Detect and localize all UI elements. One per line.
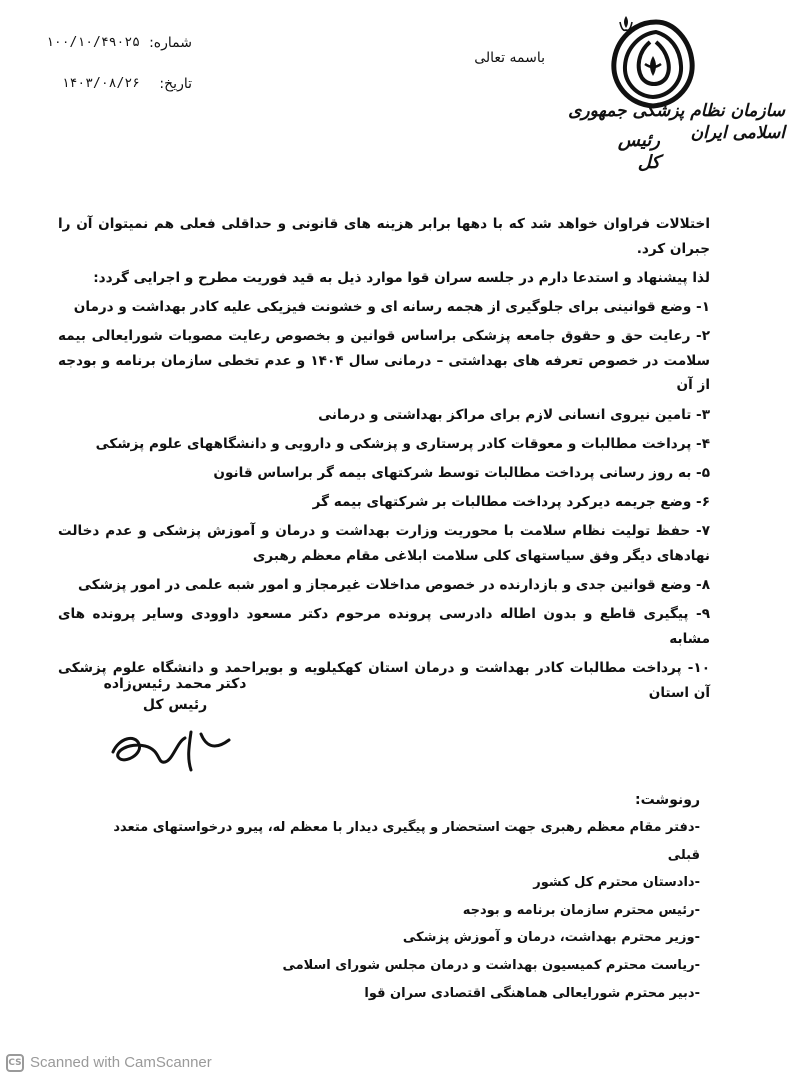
list-item: ۹- پیگیری قاطع و بدون اطاله دادرسی پرونده مرحوم دکتر مسعود داوودی وسایر پرونده های مشابه <box>58 606 710 647</box>
list-item: ۳- تامین نیروی انسانی لازم برای مراکز بهداشتی و درمانی <box>318 406 710 423</box>
list-item: ۵- به روز رسانی پرداخت مطالبات توسط شرکتهای بیمه گر براساس قانون <box>213 464 710 481</box>
letter-body <box>58 212 710 710</box>
cc-item: -دادستان محترم کل کشور <box>533 875 700 891</box>
signer-name: دکتر محمد رئیس‌زاده <box>103 676 247 692</box>
cc-item: -وزیر محترم بهداشت، درمان و آموزش پزشکی <box>402 930 700 946</box>
list-item: ۲- رعایت حق و حقوق جامعه پزشکی براساس قوانین و بخصوص رعایت مصوبات شورایعالی بیمه سلامت در خصوص تعرفه های بهداشتی – درمانی سال ۱۴۰۴ و عدم تخطی سازمان برنامه و بودجه از آن <box>58 328 710 394</box>
list-item: ۸- وضع قوانین جدی و بازدارنده در خصوص مداخلات غیرمجاز و امور شبه علمی در امور پزشکی <box>77 577 710 594</box>
cc-list <box>90 814 700 1007</box>
cc-item: -دبیر محترم شورایعالی هماهنگی اقتصادی سران قوا <box>364 985 700 1001</box>
body-intro: اختلالات فراوان خواهد شد که با دهها برابر هزینه های قانونی و حداقلی فعلی هم نمیتوان آن را جبران کرد. <box>58 216 710 257</box>
camscanner-badge-icon: CS <box>6 1054 24 1072</box>
handwritten-signature <box>105 712 245 782</box>
letter-number-label: شماره: <box>149 35 192 51</box>
list-item: ۱- وضع قوانینی برای جلوگیری از هجمه رسانه ای و خشونت فیزیکی علیه کادر بهداشت و درمان <box>73 298 710 315</box>
basmeh-heading: باسمه تعالی <box>474 50 545 66</box>
cc-item: -ریاست محترم کمیسیون بهداشت و درمان مجلس شورای اسلامی <box>282 957 700 973</box>
cc-item: -رئیس محترم سازمان برنامه و بودجه <box>462 902 700 918</box>
letter-number <box>40 35 200 57</box>
letter-date <box>40 76 200 98</box>
list-item: ۱۰- پرداخت مطالبات کادر بهداشت و درمان استان کهکیلویه و بویراحمد و دانشگاه علوم پزشکی آن استان <box>58 660 710 701</box>
cc-item: -دفتر مقام معظم رهبری جهت استحضار و پیگیری دیدار با معظم له، پیرو درخواستهای متعدد قبلی <box>113 820 700 863</box>
letter-date-label: تاریخ: <box>159 76 192 92</box>
medical-council-logo-icon <box>598 12 708 112</box>
letter-date-value: ۱۴۰۳/۰۸/۲۶ <box>61 76 140 91</box>
watermark-text: Scanned with CamScanner <box>30 1054 212 1071</box>
signer-role: رئیس کل <box>142 697 208 713</box>
body-request: لذا پیشنهاد و استدعا دارم در جلسه سران قوا موارد ذیل به قید فوریت مطرح و اجرایی گردد: <box>93 269 710 286</box>
list-item: ۷- حفظ تولیت نظام سلامت با محوریت وزارت بهداشت و درمان و آموزش پزشکی و عدم دخالت نهادهای دیگر وفق سیاستهای کلی سلامت ابلاغی مقام معظم رهبری <box>58 523 710 564</box>
list-item: ۶- وضع جریمه دیرکرد پرداخت مطالبات بر شرکتهای بیمه گر <box>312 494 710 511</box>
letter-number-value: ۱۰۰/۱۰/۴۹۰۲۵ <box>46 35 140 50</box>
organization-name: سازمان نظام پزشکی جمهوری اسلامی ایران <box>568 101 785 143</box>
cc-heading: رونوشت: <box>635 792 700 808</box>
organization-title: رئیس کل <box>617 130 660 173</box>
list-item: ۴- پرداخت مطالبات و معوقات کادر پرستاری و پزشکی و دارویی و دانشگاههای علوم پزشکی <box>95 435 710 452</box>
camscanner-watermark <box>0 1052 260 1076</box>
